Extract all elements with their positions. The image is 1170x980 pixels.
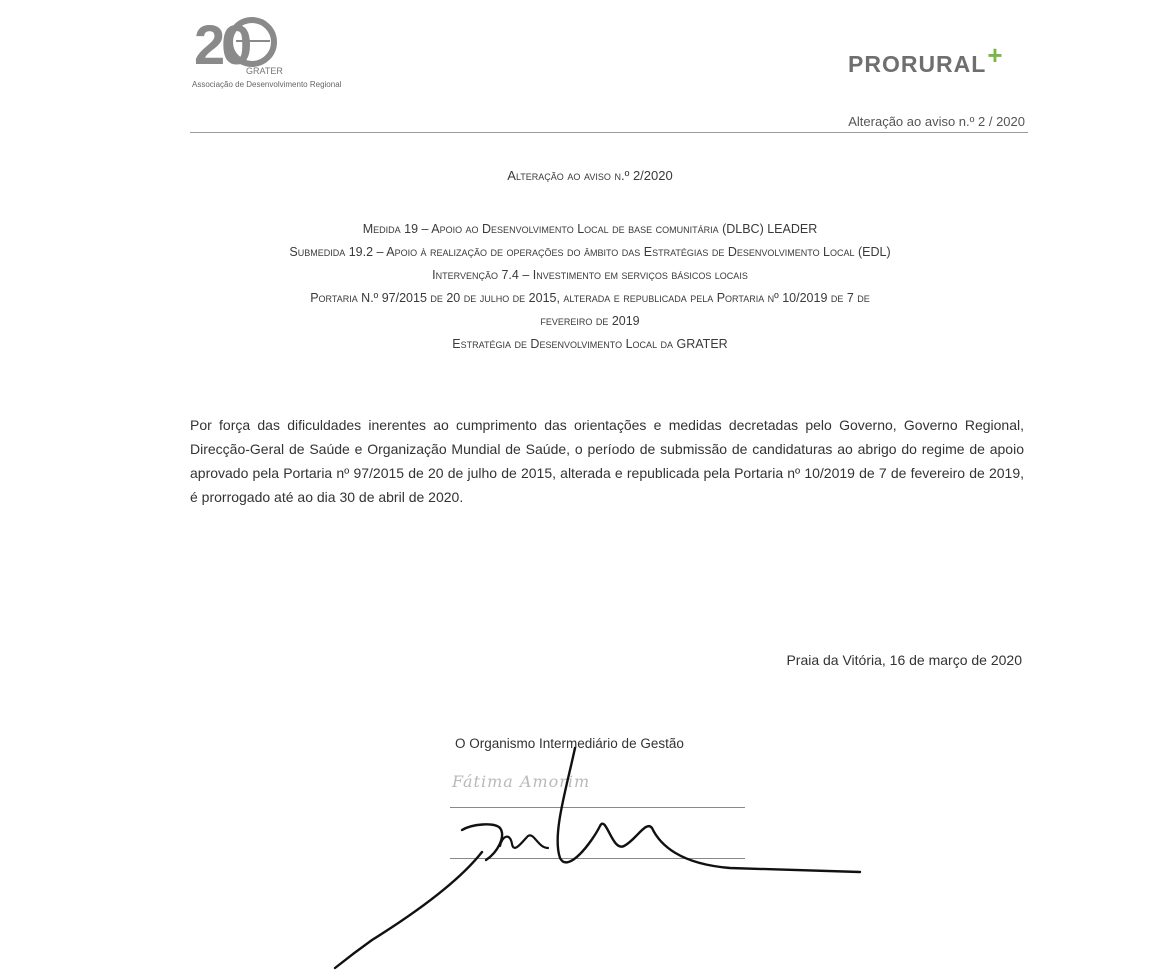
subtitle-line: fevereiro de 2019 <box>540 314 640 328</box>
subtitle-line: Portaria N.º 97/2015 de 20 de julho de 2015, alterada e republicada pela Portaria nº 10/2019 de 7 de <box>310 291 870 305</box>
logo-caption: Associação de Desenvolvimento Regional <box>192 80 342 89</box>
signatory-name-stamp: Fátima Amorim <box>452 772 591 791</box>
document-title: Alteração ao aviso n.º 2/2020 <box>507 168 673 183</box>
logo-acronym: GRATER <box>246 66 283 76</box>
signature-label: O Organismo Intermediário de Gestão <box>455 736 684 751</box>
body-paragraph: Por força das dificuldades inerentes ao cumprimento das orientações e medidas decretadas pelo Governo, Governo Regional, Direcção-Geral de Saúde e Organização Mundial de Saúde, o período de submissão de candidaturas ao abrigo do regime de apoio aprovado pela Portaria nº 97/2015 de 20 de julho de 2015, alterada e republicada pela Portaria nº 10/2019 de 7 de fevereiro de 2019, é prorrogado até ao dia 30 de abril de 2020. <box>190 417 1024 505</box>
prorural-logo-text: PRORURAL <box>848 51 987 77</box>
header-reference: Alteração ao aviso n.º 2 / 2020 <box>848 114 1025 129</box>
subtitle-line: Submedida 19.2 – Apoio à realização de operações do âmbito das Estratégias de Desenvolvimento Local (EDL) <box>289 245 891 259</box>
subtitle-line: Intervenção 7.4 – Investimento em serviços básicos locais <box>432 268 748 282</box>
prorural-plus-icon: + <box>987 40 1004 70</box>
date-line: Praia da Vitória, 16 de março de 2020 <box>786 652 1022 668</box>
subtitle-line: Medida 19 – Apoio ao Desenvolvimento Local de base comunitária (DLBC) LEADER <box>362 222 818 236</box>
logo-number: 20 <box>194 13 249 76</box>
subtitle-line: Estratégia de Desenvolvimento Local da GRATER <box>452 337 728 351</box>
